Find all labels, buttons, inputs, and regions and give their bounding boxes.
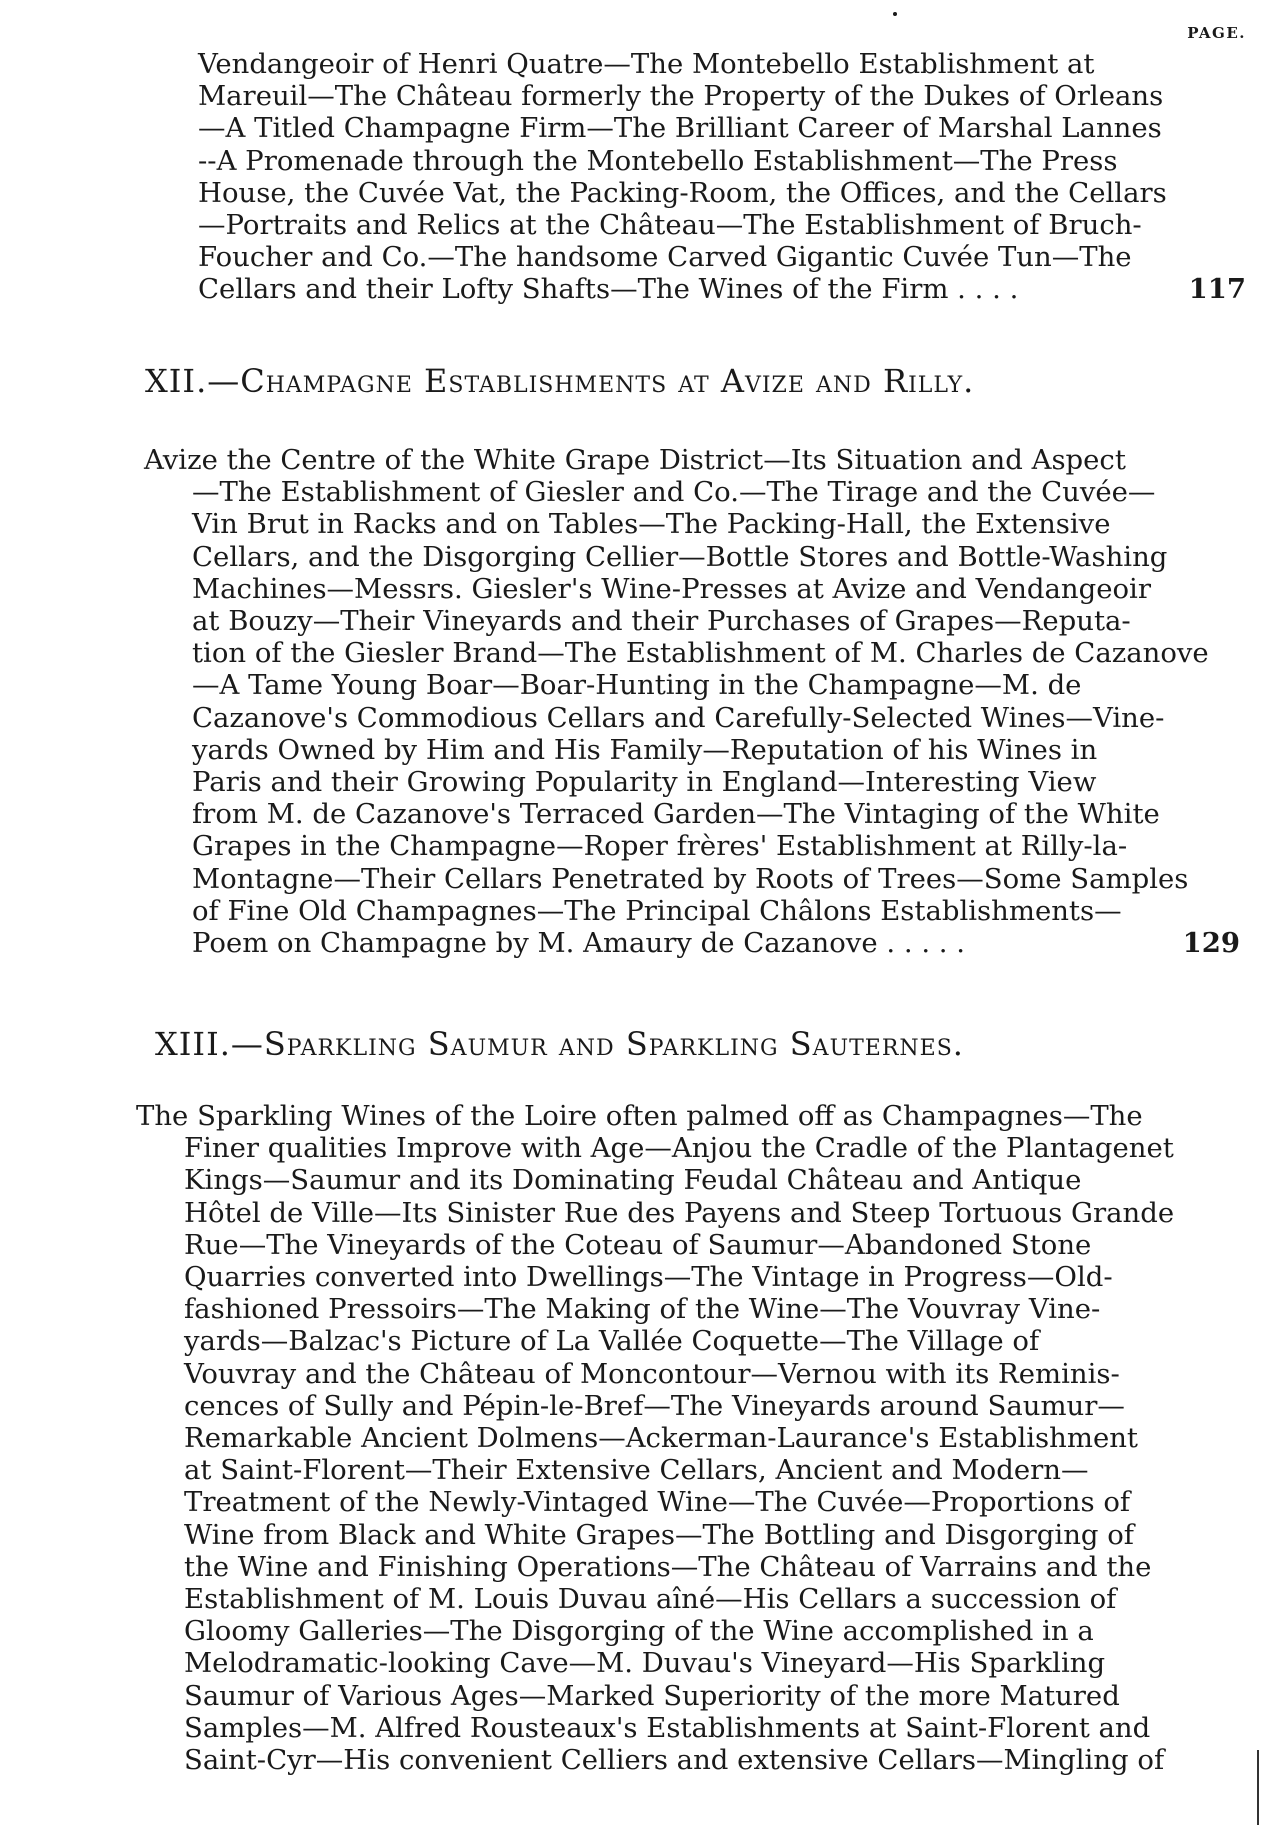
summary-line: Gloomy Galleries—The Disgorging of the Wine accomplished in a [184,1615,1094,1648]
summary-line: Establishment of M. Louis Duvau aîné—His Cellars a succession of [184,1583,1117,1616]
summary-line: —The Establishment of Giesler and Co.—The Tirage and the Cuvée— [192,476,1156,509]
summary-line: The Sparkling Wines of the Loire often palmed off as Champagnes—The [136,1100,1143,1132]
summary-line: Saint-Cyr—His convenient Celliers and extensive Cellars—Mingling of [184,1744,1165,1777]
summary-line: —A Tame Young Boar—Boar-Hunting in the Champagne—M. de [192,669,1082,702]
summary-line: Machines—Messrs. Giesler's Wine-Presses at Avize and Vendangeoir [192,572,1151,605]
summary-line: --A Promenade through the Montebello Establishment—The Press [198,144,1118,177]
summary-line: Hôtel de Ville—Its Sinister Rue des Payens and Steep Tortuous Grande [184,1196,1175,1229]
summary-line: yards—Balzac's Picture of La Vallée Coquette—The Village of [184,1325,1040,1358]
page-edge-mark [1257,1750,1259,1825]
summary-line: Vouvray and the Château of Moncontour—Vernou with its Reminis- [184,1357,1120,1390]
summary-line: Paris and their Growing Popularity in England—Interesting View [192,766,1097,799]
summary-line: House, the Cuvée Vat, the Packing-Room, the Offices, and the Cellars [198,176,1167,209]
page-number: 117 [1188,273,1246,306]
summary-line: from M. de Cazanove's Terraced Garden—The Vintaging of the White [192,798,1160,831]
summary-line: Samples—M. Alfred Rousteaux's Establishments at Saint-Florent and [184,1711,1151,1744]
chapter-12-numeral: XII.— [145,362,241,400]
summary-line: the Wine and Finishing Operations—The Château of Varrains and the [184,1550,1152,1583]
summary-line: fashioned Pressoirs—The Making of the Wine—The Vouvray Vine- [184,1293,1101,1326]
chapter-11-summary [198,48,1246,306]
summary-line: of Fine Old Champagnes—The Principal Châlons Establishments— [192,894,1122,927]
summary-line: Vendangeoir of Henri Quatre—The Montebello Establishment at [198,48,1095,80]
chapter-12-heading [145,362,974,400]
summary-line: cences of Sully and Pépin-le-Bref—The Vineyards around Saumur— [184,1389,1125,1422]
summary-line: Cazanove's Commodious Cellars and Carefully-Selected Wines—Vine- [192,701,1165,734]
summary-line: Kings—Saumur and its Dominating Feudal Château and Antique [184,1164,1082,1197]
page-column-label: PAGE. [1187,24,1246,42]
summary-line: yards Owned by Him and His Family—Reputation of his Wines in [192,733,1098,766]
summary-line: Wine from Black and White Grapes—The Bottling and Disgorging of [184,1518,1134,1551]
summary-line-with-page [192,927,1240,960]
summary-line: Quarries converted into Dwellings—The Vintage in Progress—Old- [184,1261,1113,1294]
chapter-12-summary [144,444,1240,960]
summary-line: Grapes in the Champagne—Roper frères' Establishment at Rilly-la- [192,830,1128,863]
summary-line: at Saint-Florent—Their Extensive Cellars, Ancient and Modern— [184,1454,1089,1487]
summary-line: Foucher and Co.—The handsome Carved Gigantic Cuvée Tun—The [198,241,1132,274]
summary-line: Treatment of the Newly-Vintaged Wine—The Cuvée—Proportions of [184,1486,1131,1519]
summary-line: at Bouzy—Their Vineyards and their Purchases of Grapes—Reputa- [192,605,1131,638]
page-number: 129 [1182,927,1240,960]
summary-line: Remarkable Ancient Dolmens—Ackerman-Laurance's Establishment [184,1422,1138,1455]
summary-line: Finer qualities Improve with Age—Anjou the Cradle of the Plantagenet [184,1132,1174,1165]
summary-line: Poem on Champagne by M. Amaury de Cazanove . . . . . [192,927,966,960]
summary-line: Avize the Centre of the White Grape District—Its Situation and Aspect [144,444,1126,476]
summary-line: Cellars and their Lofty Shafts—The Wines of the Firm . . . . [198,273,1019,306]
summary-line: —Portraits and Relics at the Château—The Establishment of Bruch- [198,209,1142,242]
chapter-13-heading [155,1025,964,1063]
summary-line: Vin Brut in Racks and on Tables—The Packing-Hall, the Extensive [192,508,1111,541]
summary-line: —A Titled Champagne Firm—The Brilliant Career of Marshal Lannes [198,112,1162,145]
summary-line: Saumur of Various Ages—Marked Superiority of the more Matured [184,1679,1120,1712]
chapter-12-title: Champagne Establishments at Avize and Rilly. [240,362,975,400]
summary-line: Rue—The Vineyards of the Coteau of Saumur—Abandoned Stone [184,1228,1092,1261]
summary-line: Montagne—Their Cellars Penetrated by Roots of Trees—Some Samples [192,862,1189,895]
summary-line-with-page [198,273,1246,306]
chapter-13-summary [136,1100,1175,1777]
summary-line: Melodramatic-looking Cave—M. Duvau's Vineyard—His Sparkling [184,1647,1106,1680]
summary-line: Cellars, and the Disgorging Cellier—Bottle Stores and Bottle-Washing [192,540,1168,573]
print-speck [893,12,897,16]
chapter-13-numeral: XIII.— [155,1025,264,1063]
summary-line: tion of the Giesler Brand—The Establishment of M. Charles de Cazanove [192,637,1209,670]
summary-line: Mareuil—The Château formerly the Property of the Dukes of Orleans [198,80,1164,113]
chapter-13-title: Sparkling Saumur and Sparkling Sauternes. [263,1025,964,1063]
